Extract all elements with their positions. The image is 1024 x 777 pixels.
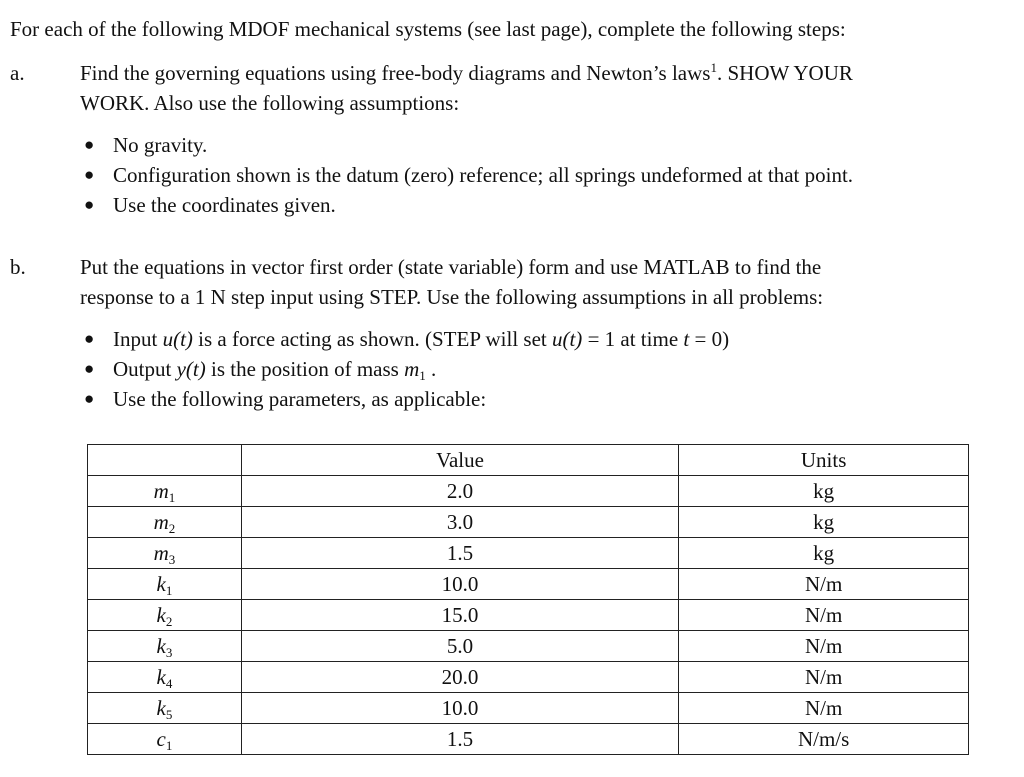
param-symbol [88,631,242,662]
symbol-letter: k [156,696,166,720]
math-var-y: y [176,357,186,381]
bullet-dot-icon: ● [84,135,95,154]
part-a-line-2: WORK. Also use the following assumptions: [80,91,460,115]
param-units: kg [679,476,969,507]
symbol-letter: k [156,634,166,658]
assumption-text: No gravity. [113,133,208,157]
param-value: 5.0 [241,631,678,662]
list-item [80,324,729,354]
list-item [80,354,729,384]
symbol-letter: k [156,665,166,689]
math-arg-t: (t) [562,327,583,351]
math-var-u: u [551,327,563,351]
param-symbol [88,693,242,724]
header-symbol [88,445,242,476]
part-a-assumptions-list [80,130,853,220]
param-value: 1.5 [241,538,678,569]
table-row [88,538,969,569]
intro-text: For each of the following MDOF mechanical systems (see last page), complete the following steps: [10,17,846,41]
bullet-dot-icon: ● [84,329,95,348]
bullet-dot-icon: ● [84,165,95,184]
param-units: N/m/s [679,724,969,755]
param-units: N/m [679,631,969,662]
math-var-t: t [683,327,690,351]
table-row [88,693,969,724]
list-item [80,130,853,160]
symbol-subscript: 3 [168,552,176,567]
bullet-dot-icon: ● [84,195,95,214]
bullet-dot-icon: ● [84,389,95,408]
math-arg-t: (t) [185,357,206,381]
bullet-dot-icon: ● [84,359,95,378]
symbol-letter: m [153,479,169,503]
bullet-text: is the position of mass [205,357,405,381]
table-row [88,507,969,538]
part-b-line-1: Put the equations in vector first order (state variable) form and use MATLAB to find the [80,255,822,279]
part-a-line-1 [80,58,960,88]
table-row [88,631,969,662]
symbol-letter: k [156,572,166,596]
param-units: kg [679,538,969,569]
param-value: 1.5 [241,724,678,755]
table-row [88,569,969,600]
assumption-text: Configuration shown is the datum (zero) reference; all springs undeformed at that point. [113,163,854,187]
header-value: Value [241,445,678,476]
param-value: 3.0 [241,507,678,538]
bullet-text: = 1 at time [582,327,684,351]
symbol-subscript: 4 [165,676,173,691]
symbol-letter: k [156,603,166,627]
parameters-table [87,444,969,755]
symbol-subscript: 1 [165,583,173,598]
header-units: Units [679,445,969,476]
bullet-text: Input [113,327,163,351]
symbol-subscript: 3 [165,645,173,660]
param-units: kg [679,507,969,538]
list-item [80,190,853,220]
symbol-letter: m [153,541,169,565]
param-value: 10.0 [241,693,678,724]
param-symbol [88,724,242,755]
param-units: N/m [679,569,969,600]
param-symbol [88,538,242,569]
symbol-subscript: 1 [168,490,176,505]
table-row [88,600,969,631]
list-item [80,160,853,190]
assumption-text: Use the coordinates given. [113,193,336,217]
param-symbol [88,600,242,631]
part-a-line-1-tail: . SHOW YOUR [716,61,853,85]
param-value: 15.0 [241,600,678,631]
param-symbol [88,569,242,600]
bullet-text: = 0) [689,327,730,351]
symbol-letter: c [156,727,166,751]
part-b-assumptions-list [80,324,729,414]
param-symbol [88,507,242,538]
table-row [88,476,969,507]
param-symbol [88,662,242,693]
table-header-row [88,445,969,476]
param-units: N/m [679,600,969,631]
part-a-marker: a. [10,61,25,85]
param-value: 20.0 [241,662,678,693]
list-item [80,384,729,414]
part-b-marker: b. [10,255,26,279]
param-value: 10.0 [241,569,678,600]
bullet-text: . [425,357,437,381]
table-row [88,662,969,693]
table-row [88,724,969,755]
math-subscript: 1 [419,368,426,383]
bullet-text: Output [113,357,177,381]
math-var-m: m [404,357,420,381]
param-value: 2.0 [241,476,678,507]
footnote-marker: 1 [710,60,717,75]
symbol-subscript: 5 [165,707,173,722]
part-a-instructions [80,58,960,118]
part-b-line-2: response to a 1 N step input using STEP. Use the following assumptions in all problems: [80,285,824,309]
bullet-text: Use the following parameters, as applicable: [113,387,487,411]
part-a-line-1-text: Find the governing equations using free-body diagrams and Newton’s laws [80,61,711,85]
param-units: N/m [679,662,969,693]
part-b-instructions [80,252,960,312]
math-arg-t: (t) [173,327,193,351]
symbol-subscript: 2 [165,614,173,629]
symbol-subscript: 2 [168,521,176,536]
param-symbol [88,476,242,507]
symbol-letter: m [153,510,169,534]
bullet-text: is a force acting as shown. (STEP will set [192,327,552,351]
symbol-subscript: 1 [165,738,173,753]
param-units: N/m [679,693,969,724]
math-var-u: u [162,327,174,351]
